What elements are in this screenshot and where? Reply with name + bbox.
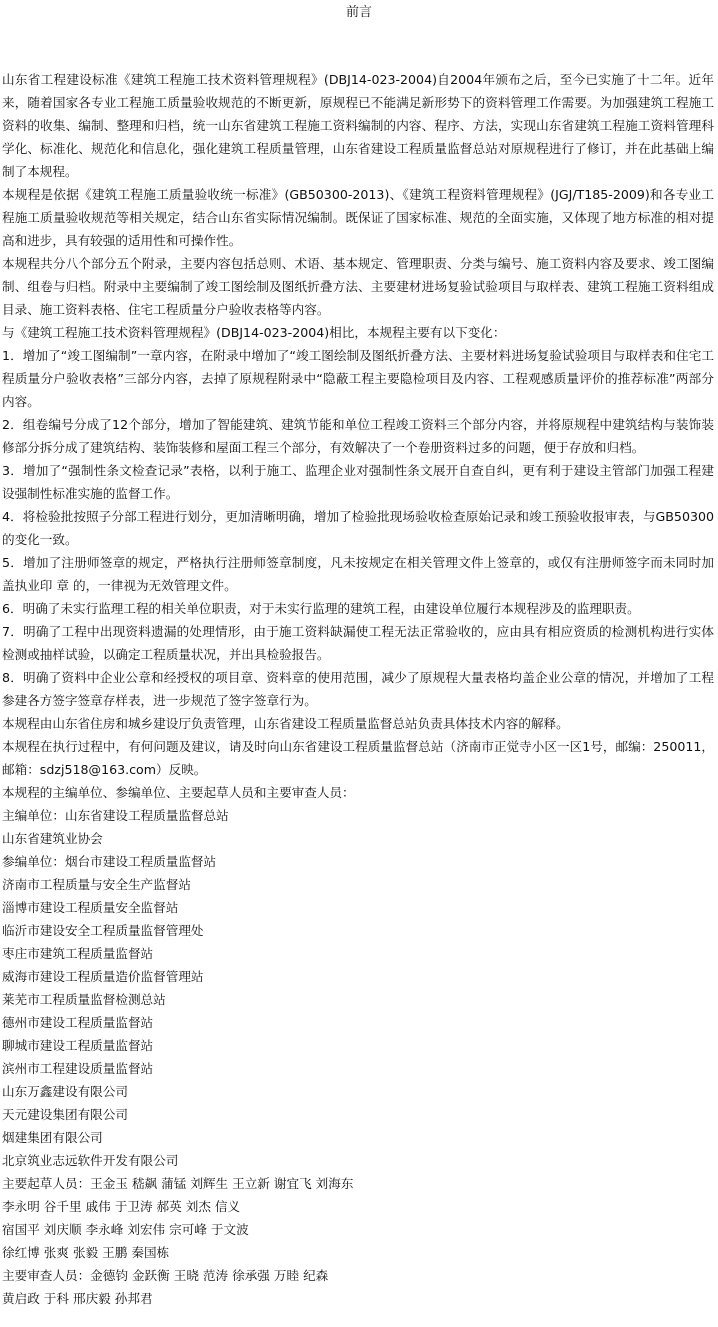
paragraph: 山东省建筑业协会 xyxy=(2,831,103,846)
paragraph: 滨州市工程建设质量监督站 xyxy=(2,1061,154,1076)
paragraph: 临沂市建设安全工程质量监督管理处 xyxy=(2,923,204,938)
paragraph: 淄博市建设工程质量安全监督站 xyxy=(2,900,179,915)
paragraph: 2．组卷编号分成了12个部分，增加了智能建筑、建筑节能和单位工程竣工资料三个部分内容，并将原规程中建筑结构与装饰装修部分拆分成了建筑结构、装饰装修和屋面工程三个部分，有效解决了一个卷册资料过多的问题，便于存放和归档。 xyxy=(2,417,714,455)
paragraph: 参编单位：烟台市建设工程质量监督站 xyxy=(2,854,217,869)
paragraph: 黄启政 于科 邢庆毅 孙邦君 xyxy=(2,1291,153,1306)
paragraph: 5．增加了注册师签章的规定，严格执行注册师签章制度，凡未按规定在相关管理文件上签章的，或仅有注册师签字而未同时加盖执业印 章 的，一律视为无效管理文件。 xyxy=(2,555,714,593)
paragraph: 宿国平 刘庆顺 李永峰 刘宏伟 宗可峰 于文波 xyxy=(2,1222,249,1237)
paragraph: 山东省工程建设标准《建筑工程施工技术资料管理规程》(DBJ14-023-2004)自2004年颁布之后，至今已实施了十二年。近年来，随着国家各专业工程施工质量验收规范的不断更新，原规程已不能满足新形势下的资料管理工作需要。为加强建筑工程施工资料的收集、编制、整理和归档，统一山东省建筑工程施工资料编制的内容、程序、方法，实现山东省建筑工程施工资料管理科学化、标准化、规范化和信息化，强化建筑工程质量管理，山东省建设工程质量监督总站对原规程进行了修订，并在此基础上编制了本规程。 xyxy=(2,72,714,179)
paragraph: 主编单位：山东省建设工程质量监督总站 xyxy=(2,808,229,823)
paragraph: 李永明 谷千里 戚伟 于卫涛 郝英 刘杰 信义 xyxy=(2,1199,241,1214)
paragraph: 本规程的主编单位、参编单位、主要起草人员和主要审查人员： xyxy=(2,785,355,800)
paragraph: 与《建筑工程施工技术资料管理规程》(DBJ14-023-2004)相比，本规程主要有以下变化： xyxy=(2,325,506,340)
paragraph: 本规程由山东省住房和城乡建设厅负责管理，山东省建设工程质量监督总站负责具体技术内容的解释。 xyxy=(2,716,569,731)
paragraph: 聊城市建设工程质量监督站 xyxy=(2,1038,154,1053)
paragraph: 1．增加了“竣工图编制”一章内容，在附录中增加了“竣工图绘制及图纸折叠方法、主要材料进场复验试验项目与取样表和住宅工程质量分户验收表格”三部分内容，去掉了原规程附录中“隐蔽工程主要隐检项目及内容、工程观感质量评价的推荐标准”两部分内容。 xyxy=(2,348,714,409)
paragraph: 8．明确了资料中企业公章和经授权的项目章、资料章的使用范围，减少了原规程大量表格均盖企业公章的情况，并增加了工程参建各方签字签章存样表，进一步规范了签字签章行为。 xyxy=(2,670,714,708)
paragraph: 莱芜市工程质量监督检测总站 xyxy=(2,992,166,1007)
paragraph: 山东万鑫建设有限公司 xyxy=(2,1084,128,1099)
paragraph: 徐红博 张爽 张毅 王鹏 秦国栋 xyxy=(2,1245,170,1260)
paragraph: 3．增加了“强制性条文检查记录”表格，以利于施工、监理企业对强制性条文展开自查自纠，更有利于建设主管部门加强工程建设强制性标准实施的监督工作。 xyxy=(2,463,714,501)
paragraph: 本规程是依据《建筑工程施工质量验收统一标准》(GB50300-2013)、《建筑工程资料管理规程》(JGJ/T185-2009)和各专业工程施工质量验收规范等相关规定，结合山东省实际情况编制。既保证了国家标准、规范的全面实施，又体现了地方标准的相对提高和进步，具有较强的适用性和可操作性。 xyxy=(2,187,714,248)
paragraph: 德州市建设工程质量监督站 xyxy=(2,1015,154,1030)
paragraph: 北京筑业志远软件开发有限公司 xyxy=(2,1153,179,1168)
paragraph: 本规程共分八个部分五个附录，主要内容包括总则、术语、基本规定、管理职责、分类与编号、施工资料内容及要求、竣工图编制、组卷与归档。附录中主要编制了竣工图绘制及图纸折叠方法、主要建材进场复验试验项目与取样表、建筑工程施工资料组成目录、施工资料表格、住宅工程质量分户验收表格等内容。 xyxy=(2,256,714,317)
paragraph: 天元建设集团有限公司 xyxy=(2,1107,128,1122)
paragraph: 主要起草人员：王金玉 嵇飙 蒲锰 刘辉生 王立新 谢宜飞 刘海东 xyxy=(2,1176,354,1191)
paragraph: 本规程在执行过程中，有何问题及建议，请及时向山东省建设工程质量监督总站（济南市正觉寺小区一区1号，邮编：250011，邮箱：sdzj518@163.com）反映。 xyxy=(2,739,714,777)
paragraph: 济南市工程质量与安全生产监督站 xyxy=(2,877,191,892)
paragraph: 烟建集团有限公司 xyxy=(2,1130,103,1145)
document-title: 前言 xyxy=(345,5,372,20)
document-body xyxy=(2,68,714,1310)
paragraph: 6．明确了未实行监理工程的相关单位职责，对于未实行监理的建筑工程，由建设单位履行本规程涉及的监理职责。 xyxy=(2,601,640,616)
paragraph: 4．将检验批按照子分部工程进行划分，更加清晰明确，增加了检验批现场验收检查原始记录和竣工预验收报审表，与GB50300的变化一致。 xyxy=(2,509,714,547)
paragraph: 7．明确了工程中出现资料遗漏的处理情形，由于施工资料缺漏使工程无法正常验收的，应由具有相应资质的检测机构进行实体检测或抽样试验，以确定工程质量状况，并出具检验报告。 xyxy=(2,624,714,662)
paragraph: 枣庄市建筑工程质量监督站 xyxy=(2,946,154,961)
paragraph: 威海市建设工程质量造价监督管理站 xyxy=(2,969,204,984)
paragraph: 主要审查人员：金德钧 金跃衡 王晓 范涛 徐承强 万睦 纪森 xyxy=(2,1268,329,1283)
